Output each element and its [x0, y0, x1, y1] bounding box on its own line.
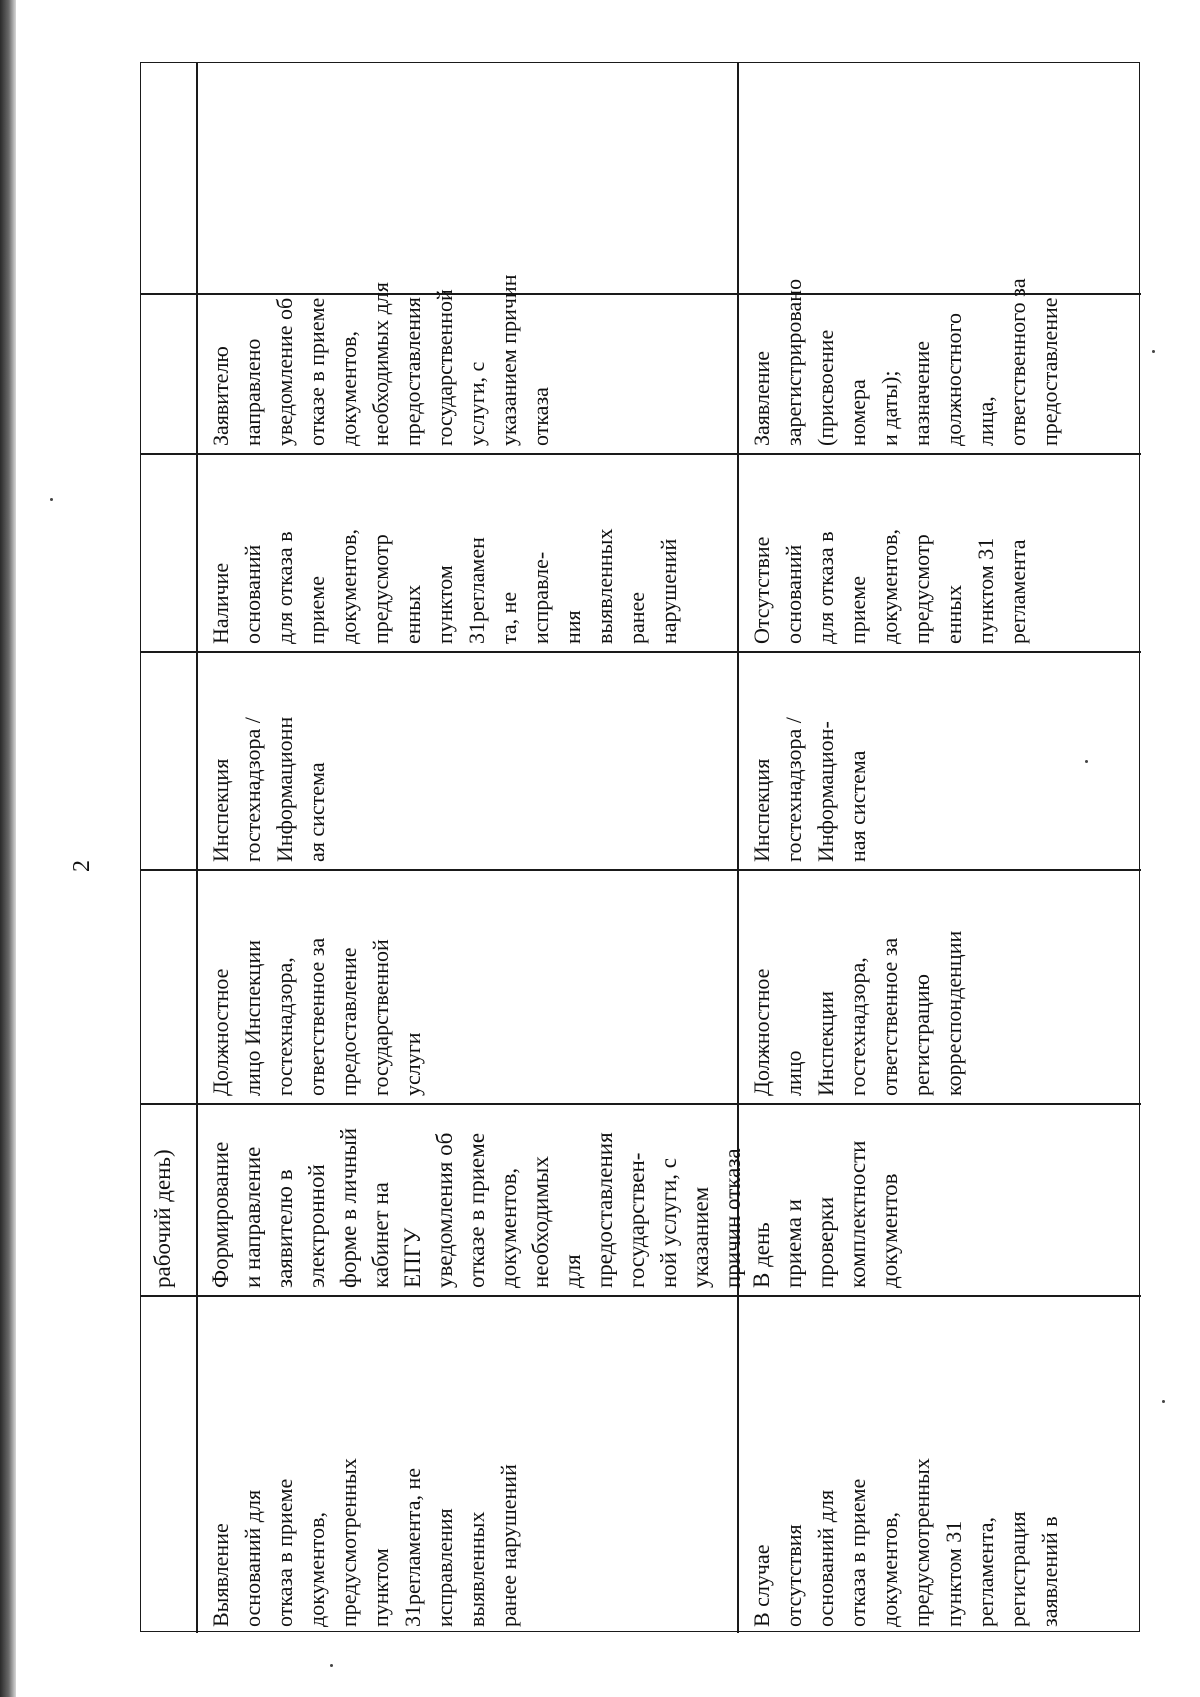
process-table: [140, 62, 1140, 1632]
row2-action-cell: В день приема и проверки комплектности документов: [749, 1140, 902, 1288]
table-rule: [196, 63, 198, 1633]
row2-official-cell: Должностное лицо Инспекции гостехнадзора, ответственное за регистрацию корреспонденции: [749, 930, 966, 1096]
scan-edge-shadow: [0, 0, 16, 1697]
row2-basis-cell: В случае отсутствия оснований для отказа в приеме документов, предусмотренных пунктом 31 регламента, регистрация заявлений в: [749, 1458, 1062, 1627]
page-number: 2: [69, 860, 95, 872]
scan-speck: [1152, 350, 1155, 353]
row2-criteria-cell: Отсутствие оснований для отказа в приеме документов, предусмотр енных пунктом 31 регламента: [749, 529, 1030, 644]
table-rule: [737, 63, 739, 1633]
scan-speck: [50, 498, 53, 501]
row1-criteria-cell: Наличие оснований для отказа в приеме документов, предусмотр енных пунктом 31регламен та, не исправле- ния выявленных ранее нарушений: [208, 528, 681, 644]
header-timing-cell: рабочий день): [150, 1149, 175, 1288]
scan-speck: [1085, 760, 1088, 763]
row1-result-cell: Заявителю направлено уведомление об отказе в приеме документов, необходимых для предоставления государственной услуги, с указанием причин отказа: [208, 274, 553, 446]
row1-basis-cell: Выявление оснований для отказа в приеме документов, предусмотренных пунктом 31регламента, не исправления выявленных ранее нарушений: [208, 1458, 521, 1627]
row1-official-cell: Должностное лицо Инспекции гостехнадзора, ответственное за предоставление государственной услуги: [208, 937, 425, 1096]
row2-result-cell: Заявление зарегистрировано (присвоение номера и даты); назначение должностного лица, ответственного за предоставление: [749, 278, 1062, 446]
scan-speck: [1162, 1400, 1165, 1403]
row1-action-cell: Формирование и направление заявителю в электронной форме в личный кабинет на ЕПГУ уведомления об отказе в приеме документов, необходимых для предоставления государствен- ной услуги, с указанием причин отказа: [208, 1127, 745, 1288]
row2-system-cell: Инспекция гостехнадзора / Информацион- ная система: [749, 717, 870, 862]
row1-system-cell: Инспекция гостехнадзора / Информационн ая система: [208, 716, 329, 862]
scan-speck: [330, 1664, 333, 1667]
